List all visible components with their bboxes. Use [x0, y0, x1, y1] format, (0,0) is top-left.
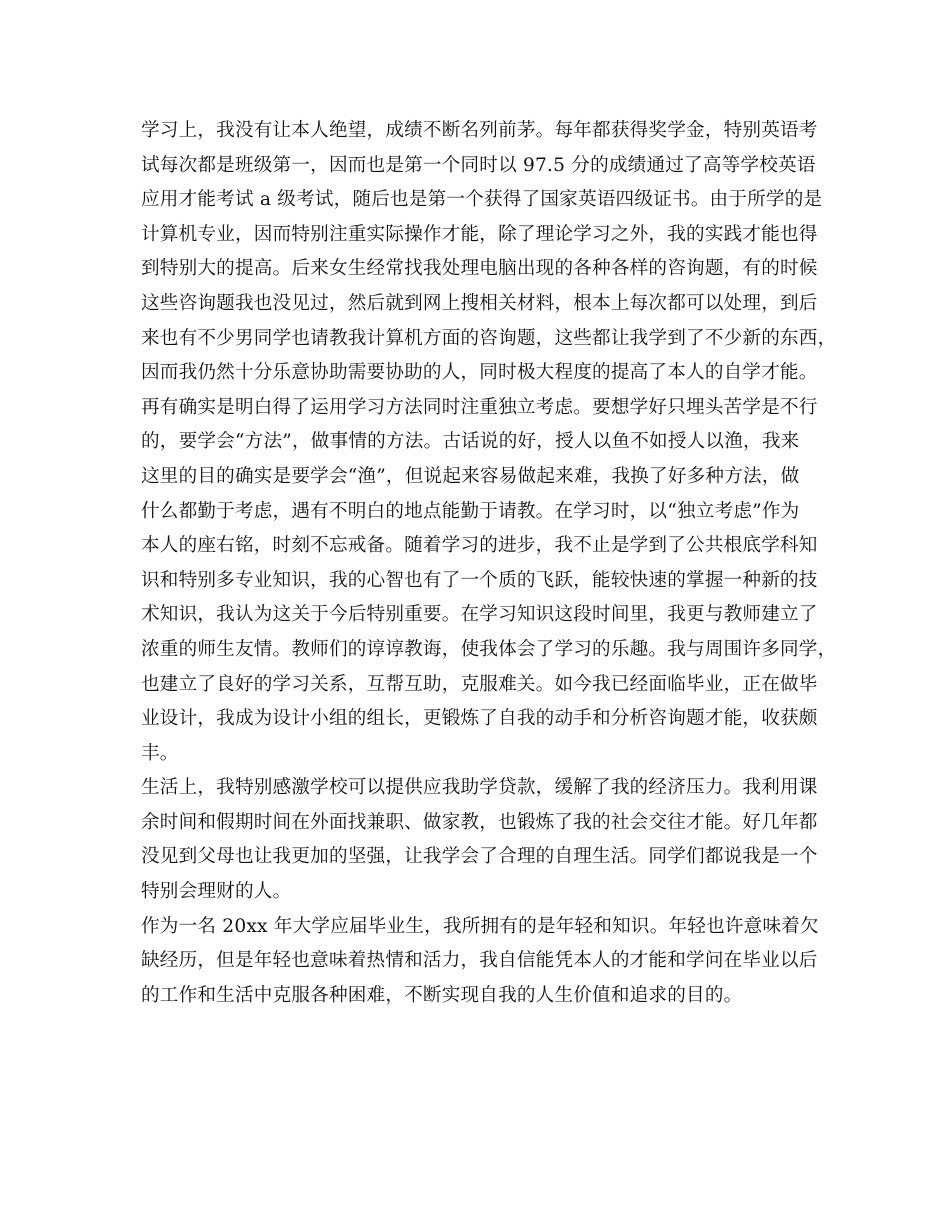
text-line: 生活上，我特别感激学校可以提供应我助学贷款，缓解了我的经济压力。我利用课 — [141, 777, 818, 799]
text-line: 计算机专业，因而特别注重实际操作才能，除了理论学习之外，我的实践才能也得 — [141, 223, 818, 245]
text-line: 的，要学会“方法”，做事情的方法。古话说的好，授人以鱼不如授人以渔，我来 — [141, 431, 800, 453]
text-line: 也建立了良好的学习关系，互帮互助，克服难关。如今我已经面临毕业，正在做毕 — [141, 673, 818, 695]
text-line: 因而我仍然十分乐意协助需要协助的人，同时极大程度的提高了本人的自学才能。 — [141, 362, 818, 384]
text-line: 丰。 — [141, 742, 179, 764]
text-line: 这里的目的确实是要学会“渔”，但说起来容易做起来难，我换了好多种方法，做 — [141, 465, 800, 487]
text-line: 试每次都是班级第一，因而也是第一个同时以 97.5 分的成绩通过了高等学校英语 — [141, 154, 816, 176]
text-line: 没见到父母也让我更加的坚强，让我学会了合理的自理生活。同学们都说我是一个 — [141, 846, 818, 868]
text-line: 什么都勤于考虑，遇有不明白的地点能勤于请教。在学习时，以“独立考虑”作为 — [141, 500, 800, 522]
text-line: 学习上，我没有让本人绝望，成绩不断名列前茅。每年都获得奖学金，特别英语考 — [141, 120, 818, 141]
text-line: 识和特别多专业知识，我的心智也有了一个质的飞跃，能较快速的掌握一种新的技 — [141, 569, 818, 591]
text-line: 这些咨询题我也没见过，然后就到网上搜相关材料，根本上每次都可以处理，到后 — [141, 292, 818, 314]
document-body — [141, 114, 837, 1013]
text-line: 来也有不少男同学也请教我计算机方面的咨询题，这些都让我学到了不少新的东西， — [141, 327, 837, 349]
paragraph-conclusion — [141, 910, 821, 1014]
text-line: 再有确实是明白得了运用学习方法同时注重独立考虑。要想学好只埋头苦学是不行 — [141, 396, 818, 418]
text-line: 的工作和生活中克服各种困难，不断实现自我的人生价值和追求的目的。 — [141, 984, 743, 1006]
text-line: 作为一名 20xx 年大学应届毕业生，我所拥有的是年轻和知识。年轻也许意味着欠 — [141, 915, 819, 937]
text-line: 缺经历，但是年轻也意味着热情和活力，我自信能凭本人的才能和学问在毕业以后 — [141, 950, 818, 972]
paragraph-study — [141, 114, 837, 391]
text-line: 业设计，我成为设计小组的组长，更锻炼了自我的动手和分析咨询题才能，收获颇 — [141, 708, 818, 730]
text-line: 本人的座右铭，时刻不忘戒备。随着学习的进步，我不止是学到了公共根底学科知 — [141, 535, 818, 557]
text-line: 应用才能考试 a 级考试，随后也是第一个获得了国家英语四级证书。由于所学的是 — [141, 189, 823, 211]
text-line: 到特别大的提高。后来女生经常找我处理电脑出现的各种各样的咨询题，有的时候 — [141, 258, 818, 280]
text-line: 余时间和假期时间在外面找兼职、做家教，也锻炼了我的社会交往才能。好几年都 — [141, 811, 818, 833]
text-line: 特别会理财的人。 — [141, 881, 292, 903]
text-line: 术知识，我认为这关于今后特别重要。在学习知识这段时间里，我更与教师建立了 — [141, 604, 818, 626]
paragraph-method — [141, 391, 837, 772]
paragraph-life — [141, 771, 821, 909]
text-line: 浓重的师生友情。教师们的谆谆教诲，使我体会了学习的乐趣。我与周围许多同学， — [141, 638, 837, 660]
